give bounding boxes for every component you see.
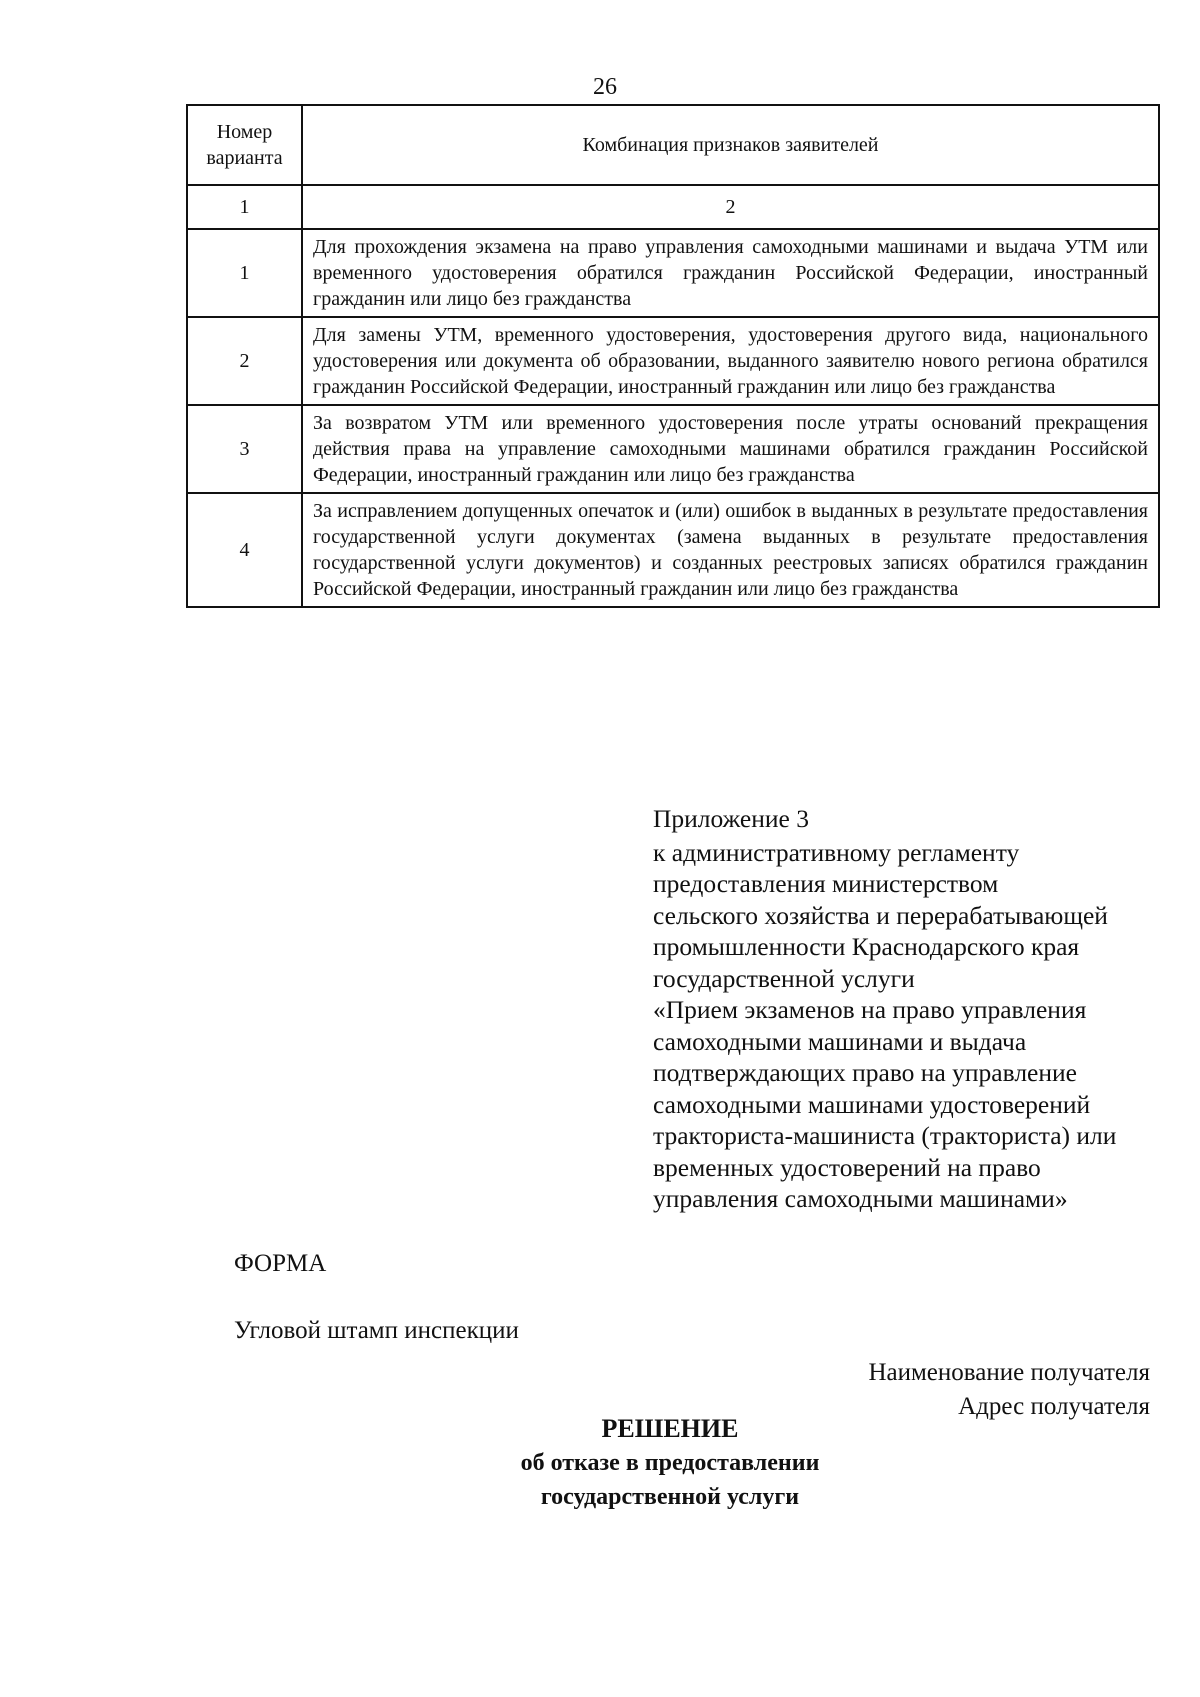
- row-number: 4: [187, 493, 302, 607]
- decision-heading: [420, 1412, 920, 1514]
- recipient-name: Наименование получателя: [868, 1359, 1150, 1386]
- table-row: [187, 493, 1159, 607]
- index-cell: 1: [187, 185, 302, 229]
- recipient-address: Адрес получателя: [958, 1393, 1150, 1420]
- decision-subtitle: государственной услуги: [540, 1484, 800, 1510]
- appendix-line: самоходными машинами удостоверений: [653, 1089, 1091, 1119]
- page-number: 26: [593, 74, 617, 100]
- appendix-line: временных удостоверений на право: [653, 1152, 1041, 1182]
- row-number: 2: [187, 317, 302, 405]
- appendix-line: государственной услуги: [653, 963, 915, 993]
- appendix-line: «Прием экзаменов на право управления: [653, 995, 1087, 1024]
- table-row: [187, 405, 1159, 493]
- row-text: Для замены УТМ, временного удостоверения, удостоверения другого вида, национального удостоверения или документа об образовании, выданного заявителю нового региона обратился гражданин Российской Федерации, иностранный гражданин или лицо без гражданства: [302, 317, 1159, 405]
- appendix-line: тракториста-машиниста (тракториста) или: [653, 1121, 1117, 1150]
- table-header-row: [187, 105, 1159, 185]
- appendix-line: самоходными машинами и выдача: [653, 1026, 1027, 1056]
- decision-title: РЕШЕНИЕ: [601, 1414, 739, 1443]
- appendix-line: подтверждающих право на управление: [653, 1058, 1077, 1087]
- table-row: [187, 317, 1159, 405]
- variants-table: [186, 104, 1160, 608]
- appendix-line: предоставления министерством: [653, 869, 999, 898]
- decision-subtitle: об отказе в предоставлении: [520, 1450, 820, 1476]
- table-index-row: [187, 185, 1159, 229]
- row-number: 3: [187, 405, 302, 493]
- row-number: 1: [187, 229, 302, 317]
- row-text: За возвратом УТМ или временного удостоверения после утраты оснований прекращения действия права на управление самоходными машинами обратился гражданин Российской Федерации, иностранный гражданин или лицо без гражданства: [302, 405, 1159, 493]
- header-combination: Комбинация признаков заявителей: [302, 105, 1159, 185]
- table-row: [187, 229, 1159, 317]
- appendix-line: к административному регламенту: [653, 837, 1020, 867]
- appendix-line: сельского хозяйства и перерабатывающей: [653, 900, 1108, 930]
- row-text: Для прохождения экзамена на право управления самоходными машинами и выдача УТМ или временного удостоверения обратился гражданин Российской Федерации, иностранный гражданин или лицо без гражданства: [302, 229, 1159, 317]
- appendix-line: управления самоходными машинами»: [653, 1184, 1068, 1213]
- index-cell: 2: [302, 185, 1159, 229]
- stamp-label: Угловой штамп инспекции: [234, 1317, 519, 1344]
- form-label: ФОРМА: [234, 1250, 327, 1277]
- header-variant-number: Номер варианта: [187, 105, 302, 185]
- appendix-title: Приложение 3: [653, 804, 809, 833]
- appendix-line: промышленности Краснодарского края: [653, 932, 1080, 961]
- appendix-block: [653, 803, 1173, 1215]
- row-text: За исправлением допущенных опечаток и (или) ошибок в выданных в результате предоставления государственной услуги документах (замена выданных в результате предоставления государственной услуги документов) и созданных реестровых записях обратился гражданин Российской Федерации, иностранный гражданин или лицо без гражданства: [302, 493, 1159, 607]
